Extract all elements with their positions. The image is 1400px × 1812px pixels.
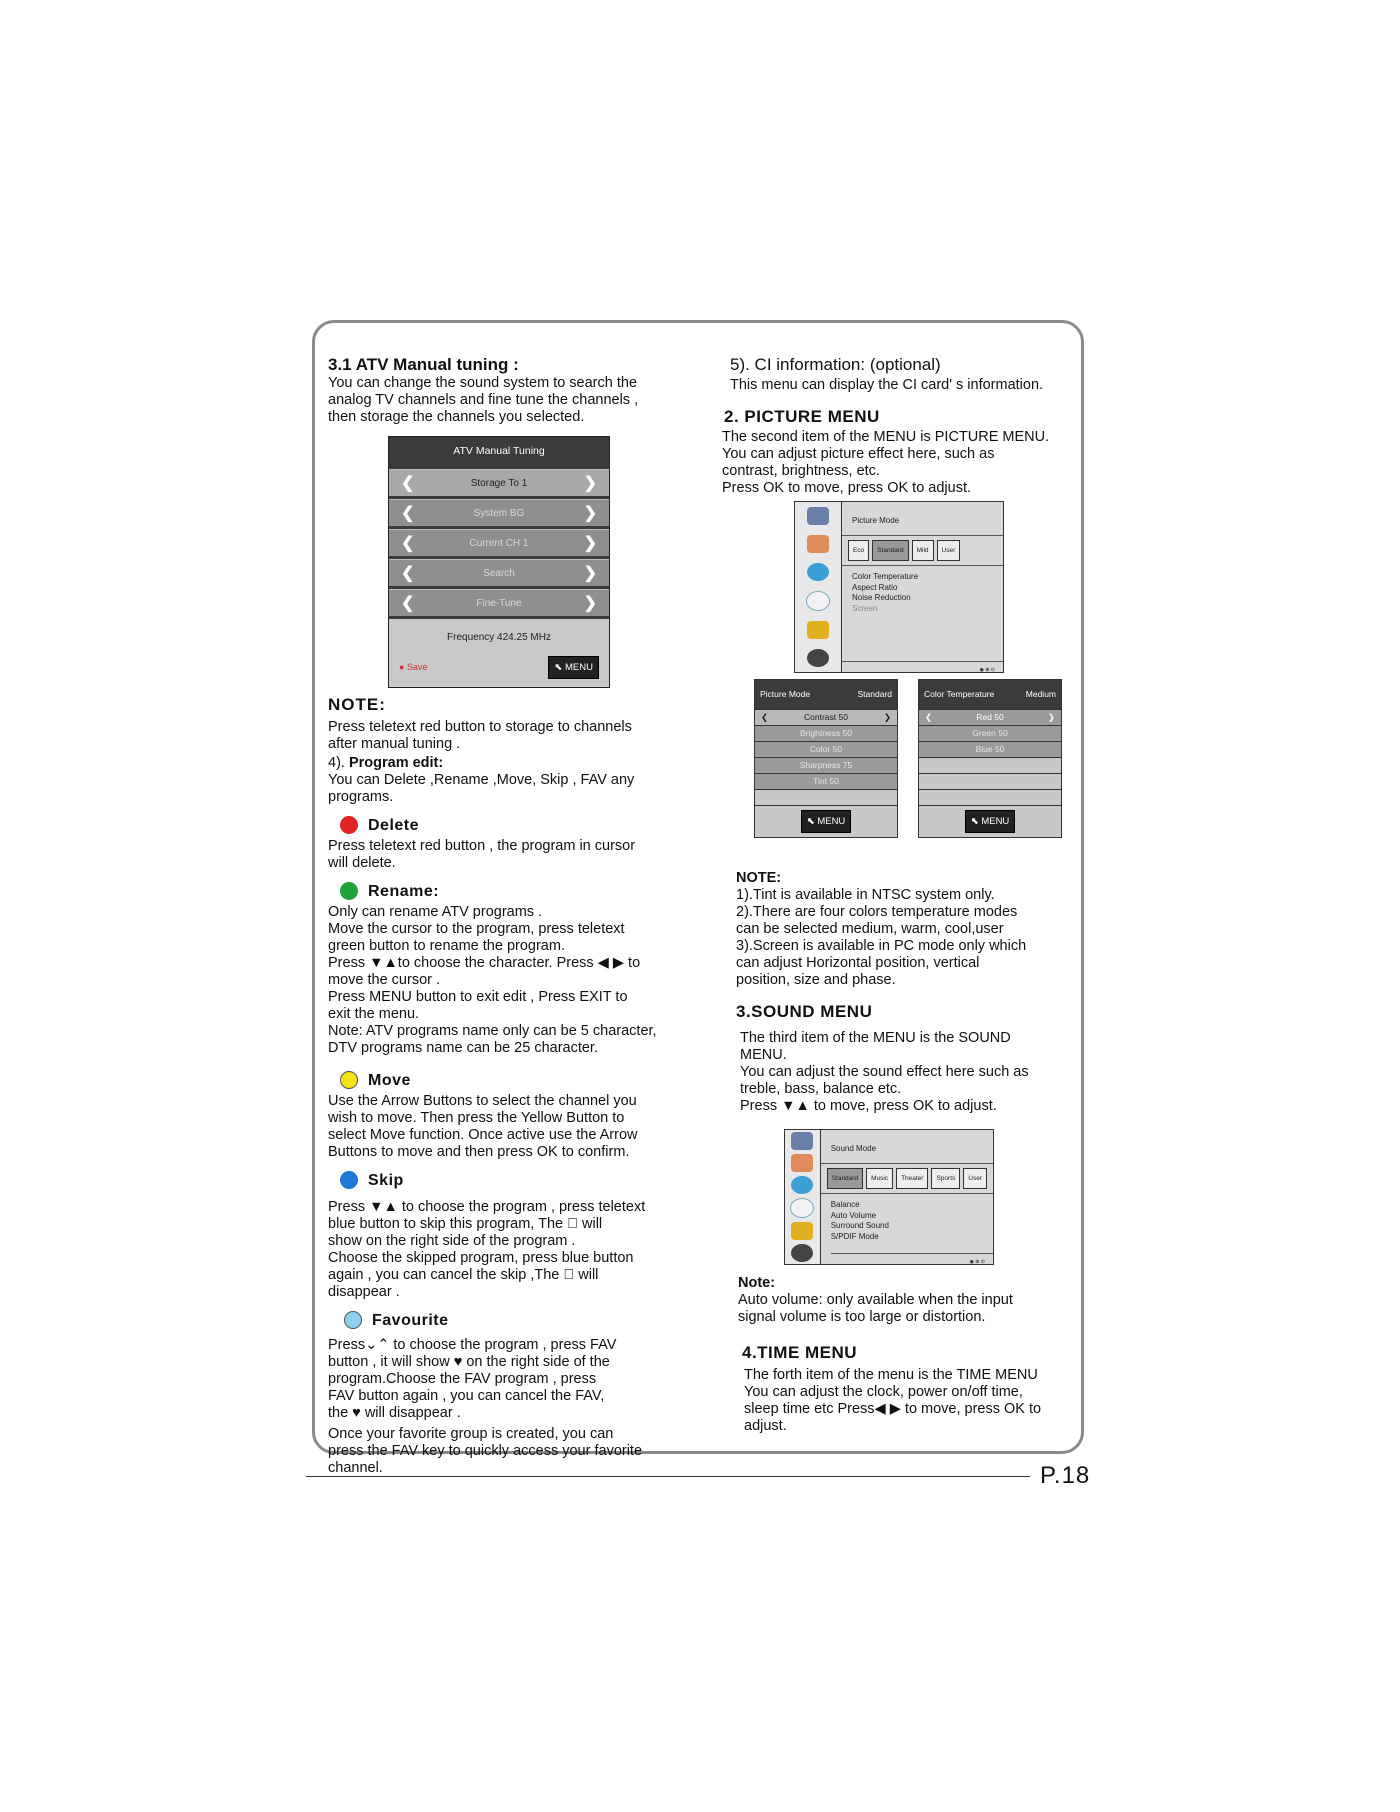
- left-column: [328, 356, 700, 1477]
- panel-row-contrast[interactable]: [755, 709, 897, 725]
- osd-item[interactable]: Surround Sound: [830, 1221, 889, 1230]
- rename-section-title: [328, 882, 700, 900]
- footer-rule: [306, 1476, 1030, 1477]
- program-edit-title: Program edit:: [348, 755, 444, 771]
- panel-row-color[interactable]: [755, 741, 897, 757]
- right-column: [722, 356, 1072, 1435]
- panel-row-label: Tint 50: [813, 776, 839, 786]
- save-label: Save: [406, 662, 428, 672]
- yellow-button-icon: [340, 1071, 358, 1089]
- atv-row-system[interactable]: [389, 499, 609, 526]
- panel-title: Color Temperature: [924, 689, 995, 699]
- panel-row-label: Red 50: [976, 712, 1004, 722]
- panel-row-label: Green 50: [972, 728, 1008, 738]
- osd-item[interactable]: Aspect Ratio: [852, 582, 898, 592]
- skip-title: Skip: [368, 1171, 404, 1189]
- osd-sidebar: [795, 502, 842, 672]
- mode-user[interactable]: User: [963, 1168, 987, 1189]
- atv-intro-text: You can change the sound system to search the analog TV channels and fine tune the channels , then storage the channels you selected.: [328, 375, 639, 425]
- chevron-right-icon: ❯: [583, 564, 597, 582]
- program-edit-number: 4).: [328, 755, 345, 771]
- atv-row-current-ch[interactable]: [389, 529, 609, 556]
- picture-menu-heading: 2. PICTURE MENU: [724, 407, 880, 426]
- page-number: P.18: [1040, 1462, 1091, 1489]
- sound-menu-heading: 3.SOUND MENU: [736, 1002, 873, 1021]
- panel-row-empty: [755, 789, 897, 805]
- chevron-left-icon: ❮: [401, 474, 415, 492]
- favourite-text-2: Once your favorite group is created, you can press the FAV key to quickly access your favorite channel.: [328, 1426, 643, 1476]
- panel-row-brightness[interactable]: [755, 725, 897, 741]
- fav-button-icon: [344, 1311, 362, 1329]
- picture-menu-osd: [794, 501, 1004, 673]
- time-icon[interactable]: [806, 591, 830, 611]
- osd-item[interactable]: S/PDIF Mode: [830, 1231, 879, 1241]
- picture-note-text: 1).Tint is available in NTSC system only. 2).There are four colors temperature modes can be selected medium, warm, cool,user 3).Screen is available in PC mode only which can adjust Horizontal position, vertical position, size and phase.: [736, 887, 1027, 988]
- color-temperature-panel: [918, 679, 1062, 838]
- panel-value: Standard: [857, 689, 892, 699]
- osd-title: Sound Mode: [821, 1130, 993, 1164]
- chevron-right-icon: ❯: [583, 534, 597, 552]
- picture-mode-panel: [754, 679, 898, 838]
- atv-row-label: Search: [483, 567, 515, 579]
- sound-menu-text: The third item of the MENU is the SOUND MENU. You can adjust the sound effect here such as treble, bass, balance etc. Press ▼▲ to move, press OK to adjust.: [740, 1030, 1029, 1114]
- panel-menu-button[interactable]: ⬉ MENU: [801, 810, 852, 833]
- atv-row-label: Fine-Tune: [476, 597, 522, 609]
- osd-item[interactable]: Screen: [852, 603, 878, 613]
- atv-menu-title: ATV Manual Tuning: [453, 445, 545, 457]
- skip-section-title: [328, 1171, 700, 1189]
- note-heading: NOTE:: [328, 695, 386, 714]
- channel-icon[interactable]: [791, 1132, 813, 1150]
- menu-label: MENU: [817, 816, 846, 827]
- menu-label: MENU: [565, 662, 593, 673]
- option-icon[interactable]: [807, 621, 829, 639]
- panel-row-label: Sharpness 75: [799, 760, 853, 770]
- osd-title: Picture Mode: [842, 502, 1003, 536]
- move-section-title: [328, 1071, 700, 1089]
- picture-note-heading: NOTE:: [736, 870, 782, 886]
- panel-row-label: Color 50: [809, 744, 843, 754]
- sound-menu-osd: [784, 1129, 994, 1265]
- atv-row-fine-tune[interactable]: [389, 589, 609, 616]
- picture-icon[interactable]: [791, 1154, 813, 1172]
- chevron-right-icon: ❯: [583, 594, 597, 612]
- panel-title: Picture Mode: [760, 689, 811, 699]
- sound-mode-options: [821, 1164, 993, 1194]
- atv-row-search[interactable]: [389, 559, 609, 586]
- atv-row-label: Storage To 1: [470, 477, 528, 489]
- chevron-left-icon: ❮: [925, 712, 933, 722]
- chevron-left-icon: ❮: [401, 534, 415, 552]
- osd-sidebar: [785, 1130, 821, 1264]
- panel-row-green[interactable]: [919, 725, 1061, 741]
- mode-standard[interactable]: Standard: [827, 1168, 863, 1189]
- atv-manual-tuning-menu: [388, 436, 610, 688]
- favourite-text: Press⌄⌃ to choose the program , press FAV button , it will show ♥ on the right side of the program.Choose the FAV program , press FAV button again , you can cancel the FAV, the ♥ will disappear .: [328, 1337, 617, 1421]
- picture-sub-panels: [754, 679, 1072, 838]
- atv-row-label: System BG: [473, 507, 525, 519]
- mode-mild[interactable]: Mild: [912, 540, 934, 561]
- time-menu-text: The forth item of the menu is the TIME MENU You can adjust the clock, power on/off time, sleep time etc Press◀ ▶ to move, press OK to adjust.: [744, 1367, 1042, 1434]
- delete-section-title: [328, 816, 700, 834]
- green-button-icon: [340, 882, 358, 900]
- osd-item[interactable]: Auto Volume: [830, 1210, 877, 1220]
- rename-text: Only can rename ATV programs . Move the cursor to the program, press teletext green button to rename the program. Press ▼▲to choose the character. Press ◀ ▶ to move the cursor . Press MENU button to exit edit , Press EXIT to exit the menu. Note: ATV programs name only can be 5 character, DTV programs name can be 25 character.: [328, 904, 657, 1056]
- sound-note-heading: Note:: [738, 1275, 776, 1291]
- atv-row-storage[interactable]: [389, 469, 609, 496]
- favourite-title: Favourite: [372, 1311, 449, 1329]
- sound-note-text: Auto volume: only available when the input signal volume is too large or distortion.: [738, 1292, 1013, 1325]
- mode-user[interactable]: User: [937, 540, 961, 561]
- program-edit-text: You can Delete ,Rename ,Move, Skip , FAV any programs.: [328, 772, 635, 805]
- chevron-right-icon: ❯: [1047, 712, 1055, 722]
- favourite-section-title: [328, 1311, 700, 1329]
- chevron-left-icon: ❮: [401, 564, 415, 582]
- panel-row-empty: [919, 789, 1061, 805]
- time-icon[interactable]: [790, 1198, 814, 1218]
- panel-row-label: Contrast 50: [804, 712, 848, 722]
- panel-row-red[interactable]: [919, 709, 1061, 725]
- delete-title: Delete: [368, 816, 420, 834]
- lock-icon[interactable]: [791, 1244, 813, 1262]
- picture-mode-options: [842, 536, 1003, 566]
- panel-row-sharpness[interactable]: [755, 757, 897, 773]
- delete-text: Press teletext red button , the program in cursor will delete.: [328, 838, 636, 871]
- panel-row-label: Brightness 50: [800, 728, 852, 738]
- move-title: Move: [368, 1071, 411, 1089]
- chevron-left-icon: ❮: [401, 594, 415, 612]
- mode-eco[interactable]: Eco: [848, 540, 869, 561]
- osd-item[interactable]: Balance: [830, 1200, 860, 1209]
- atv-frequency: Frequency 424.25 MHz: [389, 619, 609, 652]
- channel-icon[interactable]: [807, 507, 829, 525]
- panel-row-tint[interactable]: [755, 773, 897, 789]
- atv-manual-tuning-heading: 3.1 ATV Manual tuning :: [328, 355, 519, 374]
- move-text: Use the Arrow Buttons to select the channel you wish to move. Then press the Yellow Button to select Move function. Once active use the Arrow Buttons to move and then press OK to confirm.: [328, 1093, 638, 1160]
- rename-title: Rename:: [368, 882, 440, 900]
- ci-heading: 5). CI information: (optional): [730, 355, 941, 374]
- panel-row-empty: [919, 757, 1061, 773]
- atv-row-label: Current CH 1: [469, 537, 529, 549]
- mode-music[interactable]: Music: [866, 1168, 893, 1189]
- panel-row-label: Blue 50: [975, 744, 1005, 754]
- atv-menu-button[interactable]: ⬉ MENU: [548, 656, 599, 679]
- panel-value: Medium: [1025, 689, 1056, 699]
- option-icon[interactable]: [791, 1222, 813, 1240]
- skip-text: Press ▼▲ to choose the program , press teletext blue button to skip this program, The ⃠ will show on the right side of the program . Choose the skipped program, press blue button again , you can cancel the skip ,The ⃠ will disappear .: [328, 1199, 646, 1300]
- ci-text: This menu can display the CI card' s information.: [730, 377, 1044, 393]
- lock-icon[interactable]: [807, 649, 829, 667]
- chevron-left-icon: ❮: [401, 504, 415, 522]
- osd-item[interactable]: Color Temperature: [852, 572, 919, 581]
- red-button-icon: [340, 816, 358, 834]
- sound-icon[interactable]: [791, 1176, 813, 1194]
- chevron-left-icon: ❮: [761, 712, 769, 722]
- atv-save-hint: ● Save: [399, 662, 428, 672]
- menu-label: MENU: [981, 816, 1010, 827]
- osd-nav-bar: ◉ ⊕ ⊙: [831, 1253, 993, 1264]
- time-menu-heading: 4.TIME MENU: [742, 1343, 858, 1362]
- mode-standard[interactable]: Standard: [872, 540, 908, 561]
- osd-nav-bar: ◉ ⊕ ⊙: [841, 661, 1003, 672]
- panel-menu-button[interactable]: ⬉ MENU: [965, 810, 1016, 833]
- chevron-right-icon: ❯: [583, 474, 597, 492]
- chevron-right-icon: ❯: [883, 712, 891, 722]
- sound-icon[interactable]: [807, 563, 829, 581]
- mode-theater[interactable]: Theater: [896, 1168, 928, 1189]
- panel-row-empty: [919, 773, 1061, 789]
- picture-icon[interactable]: [807, 535, 829, 553]
- picture-menu-text: The second item of the MENU is PICTURE MENU. You can adjust picture effect here, such as contrast, brightness, etc. Press OK to move, press OK to adjust.: [722, 429, 1050, 496]
- note-text: Press teletext red button to storage to channels after manual tuning .: [328, 719, 632, 752]
- panel-row-blue[interactable]: [919, 741, 1061, 757]
- mode-sports[interactable]: Sports: [931, 1168, 960, 1189]
- chevron-right-icon: ❯: [583, 504, 597, 522]
- blue-button-icon: [340, 1171, 358, 1189]
- osd-item[interactable]: Noise Reduction: [852, 593, 911, 602]
